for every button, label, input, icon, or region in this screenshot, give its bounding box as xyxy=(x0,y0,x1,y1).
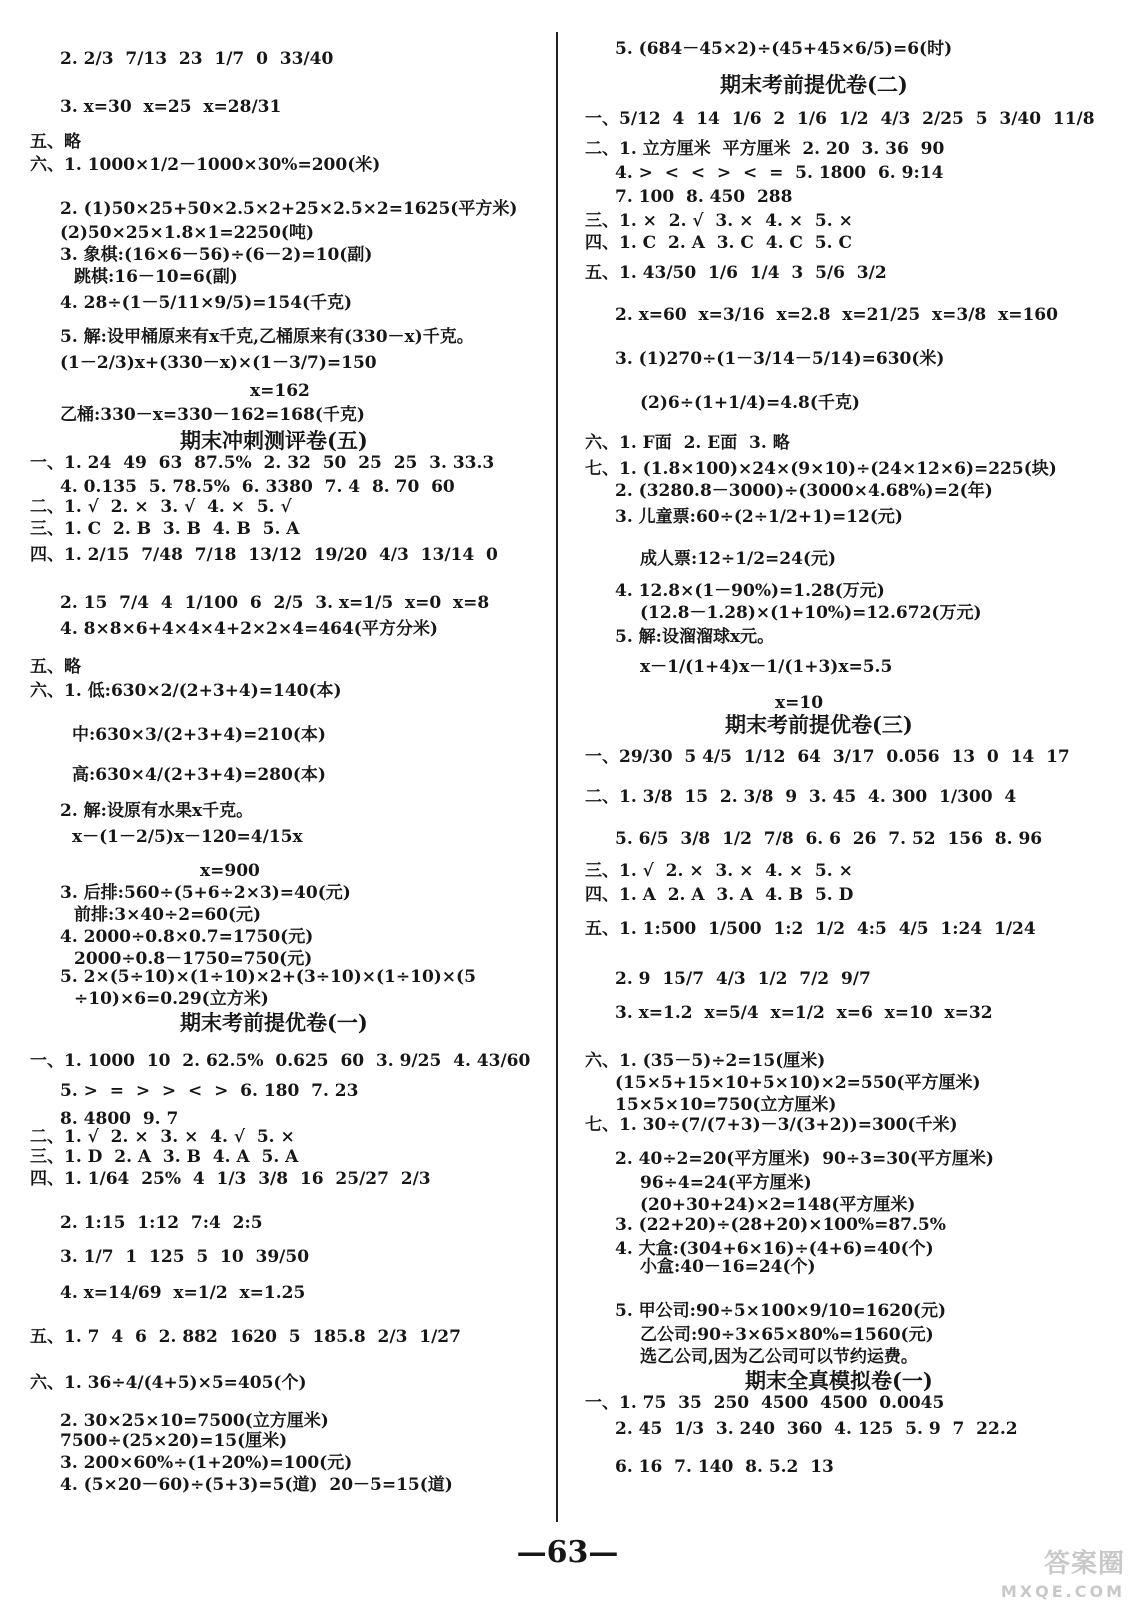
answer-line: 7500÷(25×20)=15(厘米) xyxy=(60,1431,288,1451)
answer-line: x=10 xyxy=(775,693,824,713)
answer-line: 七、1. (1.8×100)×24×(9×10)÷(24×12×6)=225(块) xyxy=(585,459,1057,479)
answer-line: 六、1. 低:630×2/(2+3+4)=140(本) xyxy=(30,681,342,701)
watermark-line1: 答案圈 xyxy=(1043,1549,1125,1579)
answer-line: 五、略 xyxy=(30,657,81,677)
answer-line: 4. 2000÷0.8×0.7=1750(元) xyxy=(60,927,314,947)
answer-line: 一、1. 1000 10 2. 62.5% 0.625 60 3. 9/25 4. 43/60 xyxy=(30,1051,531,1071)
answer-line: (2)6÷(1+1/4)=4.8(千克) xyxy=(640,393,860,413)
answer-line: (2)50×25×1.8×1=2250(吨) xyxy=(60,223,315,243)
answer-line: 3. (1)270÷(1－3/14－5/14)=630(米) xyxy=(615,349,945,369)
answer-line: 四、1. 2/15 7/48 7/18 13/12 19/20 4/3 13/14 0 xyxy=(30,545,498,565)
answer-line: 5. 2×(5÷10)×(1÷10)×2+(3÷10)×(1÷10)×(5 xyxy=(60,967,476,987)
answer-line: 四、1. 1/64 25% 4 1/3 3/8 16 25/27 2/3 xyxy=(30,1169,431,1189)
watermark-logo xyxy=(1001,1550,1125,1606)
answer-line: 二、1. 3/8 15 2. 3/8 9 3. 45 4. 300 1/300 4 xyxy=(585,787,1017,807)
answer-line: 二、1. √ 2. × 3. √ 4. × 5. √ xyxy=(30,497,292,517)
answer-line: 六、1. 1000×1/2－1000×30%=200(米) xyxy=(30,155,381,175)
answer-line: 2. 40÷2=20(平方厘米) 90÷3=30(平方厘米) xyxy=(615,1149,994,1169)
answer-line: 一、1. 75 35 250 4500 4500 0.0045 xyxy=(585,1393,945,1413)
answer-line: 2. 2/3 7/13 23 1/7 0 33/40 xyxy=(60,49,334,69)
page-number: —63— xyxy=(516,1535,619,1570)
answer-line: x－(1－2/5)x－120=4/15x xyxy=(72,827,303,847)
answer-line: 跳棋:16－10=6(副) xyxy=(74,267,238,287)
answer-line: 3. x=1.2 x=5/4 x=1/2 x=6 x=10 x=32 xyxy=(615,1003,993,1023)
section-heading: 期末全真模拟卷(一) xyxy=(745,1368,933,1393)
answer-line: 3. 1/7 1 125 5 10 39/50 xyxy=(60,1247,310,1267)
answer-line: 四、1. C 2. A 3. C 4. C 5. C xyxy=(585,233,852,253)
answer-line: 三、1. √ 2. × 3. × 4. × 5. × xyxy=(585,861,853,881)
answer-line: 5. > = > > < > 6. 180 7. 23 xyxy=(60,1081,359,1101)
answer-line: 2. (3280.8－3000)÷(3000×4.68%)=2(年) xyxy=(615,481,993,501)
answer-line: 2. 1:15 1:12 7:4 2:5 xyxy=(60,1213,263,1233)
answer-line: 乙桶:330－x=330－162=168(千克) xyxy=(60,405,365,425)
answer-line: 7. 100 8. 450 288 xyxy=(615,187,793,207)
answer-line: 3. 200×60%÷(1+20%)=100(元) xyxy=(60,1453,353,1473)
answer-line: 5. 6/5 3/8 1/2 7/8 6. 6 26 7. 52 156 8. 96 xyxy=(615,829,1043,849)
section-heading: 期末考前提优卷(三) xyxy=(725,712,913,737)
answer-line: 2. x=60 x=3/16 x=2.8 x=21/25 x=3/8 x=160 xyxy=(615,305,1058,325)
answer-line: 4. (5×20－60)÷(5+3)=5(道) 20－5=15(道) xyxy=(60,1475,453,1495)
answer-line: 5. 解:设溜溜球x元。 xyxy=(615,627,775,647)
answer-line: 六、1. 36÷4/(4+5)×5=405(个) xyxy=(30,1373,307,1393)
section-heading: 期末考前提优卷(二) xyxy=(720,72,908,97)
answer-line: 3. 象棋:(16×6－56)÷(6－2)=10(副) xyxy=(60,245,373,265)
answer-line: 8. 4800 9. 7 xyxy=(60,1109,179,1129)
answer-line: 六、1. F面 2. E面 3. 略 xyxy=(585,433,790,453)
answer-line: 96÷4=24(平方厘米) xyxy=(640,1173,812,1193)
answer-line: 3. x=30 x=25 x=28/31 xyxy=(60,97,282,117)
answer-line: 五、1. 7 4 6 2. 882 1620 5 185.8 2/3 1/27 xyxy=(30,1327,461,1347)
answer-line: ÷10)×6=0.29(立方米) xyxy=(74,989,269,1009)
answer-line: 5. 甲公司:90÷5×100×9/10=1620(元) xyxy=(615,1301,946,1321)
answer-line: 4. 大盒:(304+6×16)÷(4+6)=40(个) xyxy=(615,1239,934,1259)
answer-line: 4. > < < > < = 5. 1800 6. 9:14 xyxy=(615,163,944,183)
answer-line: 六、1. (35－5)÷2=15(厘米) xyxy=(585,1051,826,1071)
answer-line: 4. 12.8×(1－90%)=1.28(万元) xyxy=(615,581,885,601)
answer-line: 五、略 xyxy=(30,132,81,152)
answer-line: 三、1. C 2. B 3. B 4. B 5. A xyxy=(30,519,300,539)
answer-line: 高:630×4/(2+3+4)=280(本) xyxy=(72,765,326,785)
answer-line: 小盒:40－16=24(个) xyxy=(640,1257,816,1277)
answer-line: 2. 45 1/3 3. 240 360 4. 125 5. 9 7 22.2 xyxy=(615,1419,1018,1439)
answer-line: 5. (684－45×2)÷(45+45×6/5)=6(时) xyxy=(615,39,953,59)
answer-line: (15×5+15×10+5×10)×2=550(平方厘米) xyxy=(615,1073,981,1093)
section-heading: 期末冲刺测评卷(五) xyxy=(180,428,368,453)
answer-line: 一、5/12 4 14 1/6 2 1/6 1/2 4/3 2/25 5 3/40 11/8 xyxy=(585,109,1095,129)
watermark-line2: MXQE.COM xyxy=(1000,1582,1125,1601)
answer-line: 一、29/30 5 4/5 1/12 64 3/17 0.056 13 0 14 17 xyxy=(585,747,1070,767)
answer-line: 一、1. 24 49 63 87.5% 2. 32 50 25 25 3. 33.3 xyxy=(30,453,495,473)
answer-line: 五、1. 1:500 1/500 1:2 1/2 4:5 4/5 1:24 1/24 xyxy=(585,919,1036,939)
answer-line: 四、1. A 2. A 3. A 4. B 5. D xyxy=(585,885,854,905)
answer-line: 三、1. × 2. √ 3. × 4. × 5. × xyxy=(585,211,853,231)
answer-line: 三、1. D 2. A 3. B 4. A 5. A xyxy=(30,1147,299,1167)
answer-line: x－1/(1+4)x－1/(1+3)x=5.5 xyxy=(640,657,893,677)
answer-line: 4. 28÷(1－5/11×9/5)=154(千克) xyxy=(60,293,353,313)
answer-line: 4. x=14/69 x=1/2 x=1.25 xyxy=(60,1283,306,1303)
answer-line: 3. 儿童票:60÷(2÷1/2+1)=12(元) xyxy=(615,507,903,527)
answer-line: 2. (1)50×25+50×2.5×2+25×2.5×2=1625(平方米) xyxy=(60,199,518,219)
answer-line: 2. 9 15/7 4/3 1/2 7/2 9/7 xyxy=(615,969,871,989)
answer-line: x=900 xyxy=(200,861,260,881)
answer-line: 七、1. 30÷(7/(7+3)－3/(3+2))=300(千米) xyxy=(585,1115,958,1135)
answer-line: 二、1. 立方厘米 平方厘米 2. 20 3. 36 90 xyxy=(585,139,945,159)
answer-line: 选乙公司,因为乙公司可以节约运费。 xyxy=(640,1347,918,1367)
answer-line: 3. (22+20)÷(28+20)×100%=87.5% xyxy=(615,1215,946,1235)
answer-line: 前排:3×40÷2=60(元) xyxy=(74,905,262,925)
column-divider xyxy=(556,32,558,1522)
answer-line: 6. 16 7. 140 8. 5.2 13 xyxy=(615,1457,834,1477)
answer-line: 2. 15 7/4 4 1/100 6 2/5 3. x=1/5 x=0 x=8 xyxy=(60,593,490,613)
answer-line: 五、1. 43/50 1/6 1/4 3 5/6 3/2 xyxy=(585,263,887,283)
answer-line: x=162 xyxy=(250,381,310,401)
answer-line: 15×5×10=750(立方厘米) xyxy=(615,1095,837,1115)
answer-line: 4. 0.135 5. 78.5% 6. 3380 7. 4 8. 70 60 xyxy=(60,477,455,497)
answer-line: 2. 30×25×10=7500(立方厘米) xyxy=(60,1411,329,1431)
answer-line: 5. 解:设甲桶原来有x千克,乙桶原来有(330－x)千克。 xyxy=(60,327,474,347)
answer-line: 中:630×3/(2+3+4)=210(本) xyxy=(72,725,326,745)
answer-line: 3. 后排:560÷(5+6÷2×3)=40(元) xyxy=(60,883,351,903)
answer-line: 成人票:12÷1/2=24(元) xyxy=(640,549,837,569)
answer-line: 2000÷0.8－1750=750(元) xyxy=(74,949,313,969)
answer-line: 乙公司:90÷3×65×80%=1560(元) xyxy=(640,1325,934,1345)
answer-line: (12.8－1.28)×(1+10%)=12.672(万元) xyxy=(640,603,982,623)
section-heading: 期末考前提优卷(一) xyxy=(180,1010,368,1035)
answer-line: (20+30+24)×2=148(平方厘米) xyxy=(640,1195,916,1215)
answer-line: (1－2/3)x+(330－x)×(1－3/7)=150 xyxy=(60,353,377,373)
answer-line: 二、1. √ 2. × 3. × 4. √ 5. × xyxy=(30,1127,295,1147)
answer-line: 2. 解:设原有水果x千克。 xyxy=(60,801,254,821)
answer-line: 4. 8×8×6+4×4×4+2×2×4=464(平方分米) xyxy=(60,619,438,639)
